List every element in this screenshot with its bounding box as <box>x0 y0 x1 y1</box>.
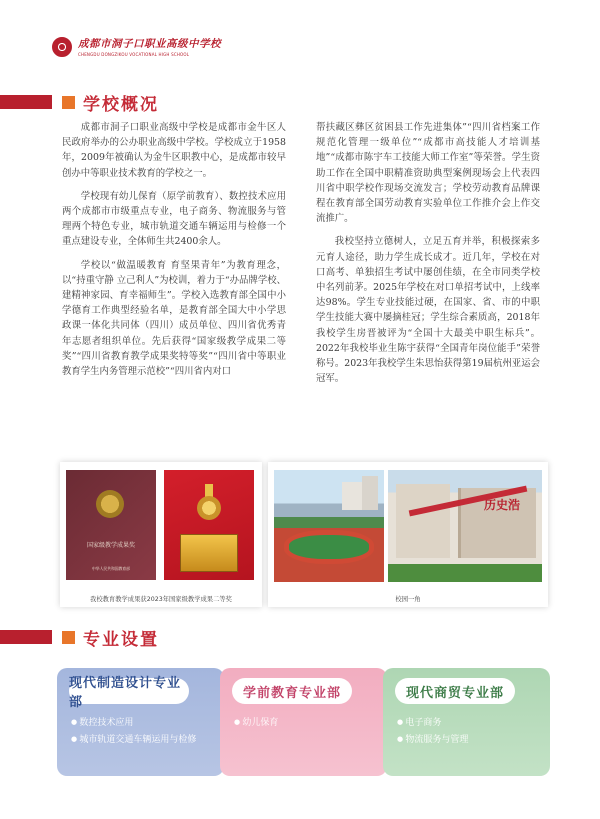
text-column-right <box>316 120 540 394</box>
certificate-issuer: 中华人民共和国教育部 <box>92 566 130 571</box>
text-column-left <box>62 120 286 387</box>
major-list <box>234 714 278 731</box>
section-square-icon <box>62 631 75 644</box>
section-header-overview <box>0 91 159 113</box>
paragraph: 学校以“做温暖教育 育坚果青年”为教育理念，以“持重守静 立己利人”为校训，着力于“办品牌学校、建精神家园、育幸福师生”。学校入选教育部全国中小学德育工作典型经验名单，是教育部全国大中小学思政课一体化共同体（四川）成员单位、四川省优秀青年志愿者组织单位。先后获得“国家级教学成果二等奖”“四川省教育教学成果奖特等奖”“四川省中等职业教育学生内务管理示范校”“四川省内对口 <box>62 259 286 378</box>
certificate-image <box>66 470 156 580</box>
paragraph: 学校现有幼儿保育（原学前教育）、数控技术应用两个成都市市级重点专业，电子商务、物流服务与管理两个特色专业，城市轨道交通车辆运用与检修一个重点建设专业，全体师生共2400余人。 <box>62 190 286 248</box>
photo-caption: 校园一角 <box>395 596 421 603</box>
medal-box <box>180 534 238 572</box>
history-wall-image <box>388 470 542 582</box>
wall-sign: 历史浩 <box>484 498 521 512</box>
major-card-title: 学前教育专业部 <box>232 678 352 704</box>
list-item: ● 城市轨道交通车辆运用与检修 <box>71 731 196 748</box>
major-card-preschool <box>220 668 387 776</box>
photo-caption: 我校教育教学成果获2023年国家级教学成果二等奖 <box>90 596 232 603</box>
major-list <box>71 714 196 748</box>
section-bar <box>0 630 52 644</box>
logo-text <box>78 36 221 57</box>
photo-award <box>60 462 262 607</box>
paragraph: 我校坚持立德树人，立足五育并举，积极探索多元育人途径，助力学生成长成才。近几年，学校在对口高考、单独招生考试中屡创佳绩，在全市同类学校中名列前茅。2025年学校在对口单招考试中，上线率达98%。学生专业技能过硬，在国家、省、市的中职学生技能大赛中屡摘桂冠；学生综合素质高，2018年我校学生房晋被评为“全国十大最美中职生标兵”。2022年我校毕业生陈宇获得“全国青年岗位能手”荣誉称号。2023年我校学生朱思怡获得第19届杭州亚运会冠军。 <box>316 236 540 385</box>
school-emblem-icon <box>52 37 72 57</box>
national-emblem-icon <box>96 490 124 518</box>
school-logo <box>52 36 221 57</box>
paragraph-continued: 帮扶藏区彝区贫困县工作先进集体”“四川省档案工作规范化管理一级单位”“成都市高技能人才培训基地”“成都市陈宇车工技能大师工作室”等荣誉。学生资助工作在全国中职精准资助典型案例现场会上代表四川省中职学校作现场交流发言；学校劳动教育品牌课程在教育部全国劳动教育实验单位工作推介会上作交流推广。 <box>316 122 540 225</box>
list-item: ● 幼儿保育 <box>234 714 278 731</box>
section-title: 专业设置 <box>83 629 159 650</box>
major-list <box>397 714 468 748</box>
section-title: 学校概况 <box>83 94 159 115</box>
section-bar <box>0 95 52 109</box>
paragraph: 成都市洞子口职业高级中学校是成都市金牛区人民政府举办的公办职业高级中学校。学校成立于1958年，2009年被确认为金牛区职教中心，是成都市较早创办中等职业技术教育的学校之一。 <box>62 122 286 179</box>
school-name-en: CHENGDU DONGZIKOU VOCATIONAL HIGH SCHOOL <box>78 52 190 57</box>
medal-image <box>164 470 254 580</box>
campus-aerial-image <box>274 470 384 582</box>
certificate-title: 国家级教学成果奖 <box>86 542 135 549</box>
school-name: 成都市洞子口职业高级中学校 <box>78 38 221 50</box>
major-card-commerce <box>383 668 550 776</box>
sports-field <box>284 530 374 564</box>
list-item: ● 数控技术应用 <box>71 714 196 731</box>
major-card-title: 现代制造设计专业部 <box>69 678 189 704</box>
major-card-manufacturing <box>57 668 224 776</box>
major-card-title: 现代商贸专业部 <box>395 678 515 704</box>
section-header-majors <box>0 626 159 648</box>
list-item: ● 物流服务与管理 <box>397 731 468 748</box>
medal-icon <box>194 484 224 524</box>
list-item: ● 电子商务 <box>397 714 468 731</box>
section-square-icon <box>62 96 75 109</box>
photo-campus <box>268 462 548 607</box>
